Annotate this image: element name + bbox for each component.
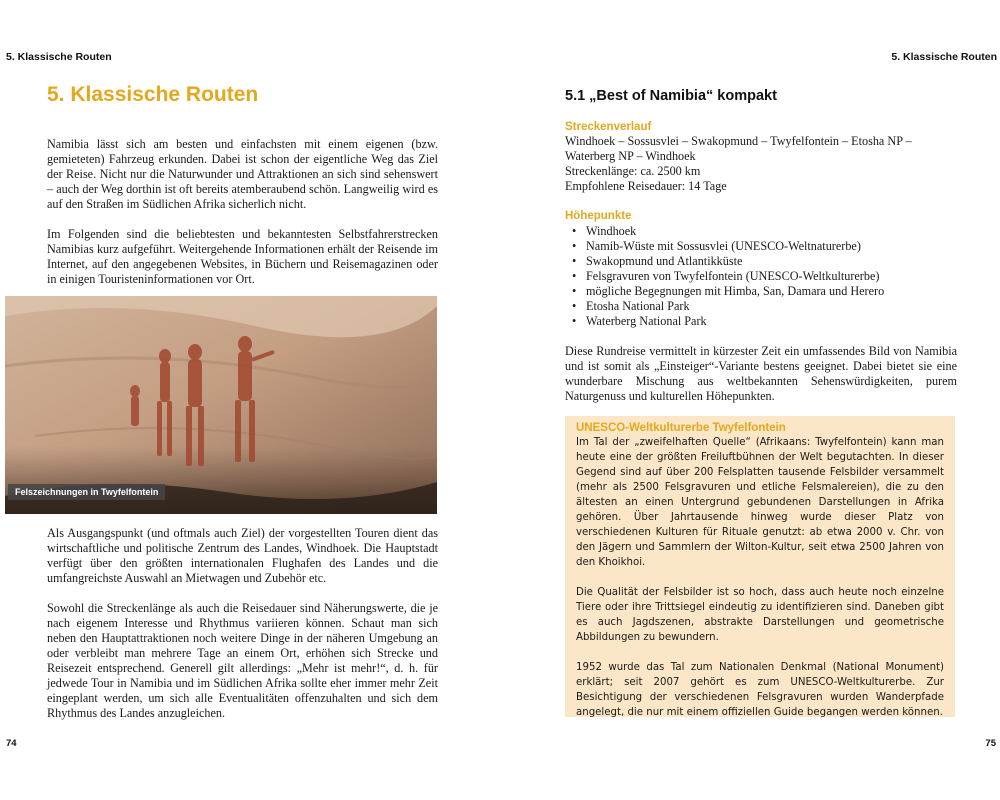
body-paragraph-1: Namibia lässt sich am besten und einfachsten mit einem eigenen (bzw. gemieteten) Fahrzeug erkunden. Dabei ist schon der eigentliche Weg das Ziel der Reise. Nicht nur die Naturwunder und Attraktionen an sich sind sehenswert – auch der Weg dorthin ist oft bereits atemberaubend schön. Langweilig wird es auf den Straßen im Südlichen Afrika sicherlich nicht. xyxy=(47,137,438,211)
info-box xyxy=(565,416,955,717)
photo-caption: Felszeichnungen in Twyfelfontein xyxy=(8,484,165,500)
running-head-left: 5. Klassische Routen xyxy=(6,51,112,63)
info-box-paragraph-3: 1952 wurde das Tal zum Nationalen Denkmal (National Monument) erklärt; seit 2007 gehört es zum UNESCO-Weltkulturerbe. Zur Besichtigung der verschiedenen Felsgravuren wurden Wanderpfade angelegt, die nur mit einem offiziellen Guide begangen werden können. xyxy=(576,662,944,718)
route-heading: Streckenverlauf xyxy=(565,121,652,133)
bullet-icon: • xyxy=(572,239,577,253)
bullet-icon: • xyxy=(572,299,577,313)
list-item: • Namib-Wüste mit Sossusvlei (UNESCO-Weltnaturerbe) xyxy=(572,239,861,253)
rock-painting-photo xyxy=(5,296,437,514)
bullet-icon: • xyxy=(572,269,577,283)
body-paragraph-2: Im Folgenden sind die beliebtesten und bekanntesten Selbstfahrerstrecken Namibias kurz aufgeführt. Weitergehende Informationen erhält der Reisende im Internet, auf den angegebenen Websites, in Büchern und Reisemagazinen oder in einigen Touristeninformationen vor Ort. xyxy=(47,227,438,286)
chapter-title: 5. Klassische Routen xyxy=(47,83,259,106)
info-box-title: UNESCO-Weltkulturerbe Twyfelfontein xyxy=(576,422,786,434)
list-item: • Waterberg National Park xyxy=(572,314,707,328)
page-number-left: 74 xyxy=(6,738,17,749)
list-item: • Windhoek xyxy=(572,224,637,238)
list-item: • Etosha National Park xyxy=(572,299,690,313)
route-details xyxy=(565,134,957,194)
running-head-right: 5. Klassische Routen xyxy=(891,51,997,63)
bullet-icon: • xyxy=(572,254,577,268)
bullet-icon: • xyxy=(572,314,577,328)
route-duration: Empfohlene Reisedauer: 14 Tage xyxy=(565,179,727,193)
summary-paragraph: Diese Rundreise vermittelt in kürzester Zeit ein umfassendes Bild von Namibia und ist somit als „Einsteiger“-Variante bestens geeignet. Dabei bietet sie eine wunderbare Mischung aus weltbekannten Sehenswürdigkeiten, purem Naturgenuss und kulturellen Höhepunkten. xyxy=(565,344,957,403)
list-item: • Felsgravuren von Twyfelfontein (UNESCO-Weltkulturerbe) xyxy=(572,269,880,283)
list-item: • mögliche Begegnungen mit Himba, San, Damara und Herero xyxy=(572,284,885,298)
body-paragraph-3: Als Ausgangspunkt (und oftmals auch Ziel) der vorgestellten Touren dient das wirtschaftliche und politische Zentrum des Landes, Windhoek. Die Hauptstadt verfügt über den größten internationalen Flughafen des Landes und die umfangreichste Auswahl an Mietwagen und Zubehör etc. xyxy=(47,526,438,585)
info-box-paragraph-1: Im Tal der „zweifelhaften Quelle“ (Afrikaans: Twyfelfontein) kann man heute eine der größten Freiluftbühnen der Welt begutachten. In dieser Gegend sind auf über 200 Felsplatten tausende Felsbilder versammelt (mehr als 2500 Felsgravuren und etliche Felsmalereien), die zu den ältesten an einen Untergrund gebundenen Darstellungen in Afrika gehören. Über Jahrtausende hinweg wurde dieser Platz von verschiedenen Kulturen für Rituale genutzt: ab etwa 2000 v. Chr. von den Jägern und Sammlern der Wilton-Kultur, seit etwa 2500 Jahren von den Khoikhoi. xyxy=(576,437,944,568)
section-title: 5.1 „Best of Namibia“ kompakt xyxy=(565,88,777,104)
info-box-paragraph-2: Die Qualität der Felsbilder ist so hoch, dass auch heute noch einzelne Tiere oder ihre Trittsiegel eindeutig zu identifizieren sind. Daneben gibt es auch Jagdszenen, abstrakte Darstellungen und geometrische Abbildungen zu bewundern. xyxy=(576,587,944,643)
list-item: • Swakopmund und Atlantikküste xyxy=(572,254,743,268)
bullet-icon: • xyxy=(572,284,577,298)
route-stops: Windhoek – Sossusvlei – Swakopmund – Twyfelfontein – Etosha NP – Waterberg NP – Windhoek xyxy=(565,134,912,163)
bullet-icon: • xyxy=(572,224,577,238)
highlights-heading: Höhepunkte xyxy=(565,210,632,222)
body-paragraph-4: Sowohl die Streckenlänge als auch die Reisedauer sind Näherungswerte, die je nach eigenem Interesse und Rhythmus variieren können. Schaut man sich neben den Hauptattraktionen noch weitere Dinge in der näheren Umgebung an oder verbleibt man mehrere Tage an einem Ort, erhöhen sich Strecke und Reisezeit entsprechend. Generell gilt allerdings: „Mehr ist mehr!“, d. h. für jedwede Tour in Namibia und im Südlichen Afrika sollte eher immer mehr Zeit eingeplant werden, um sich alle Eventualitäten offenzuhalten und sich dem Rhythmus des Landes anzugleichen. xyxy=(47,601,438,720)
route-length: Streckenlänge: ca. 2500 km xyxy=(565,164,701,178)
highlights-list xyxy=(565,224,957,329)
page-number-right: 75 xyxy=(985,738,996,749)
